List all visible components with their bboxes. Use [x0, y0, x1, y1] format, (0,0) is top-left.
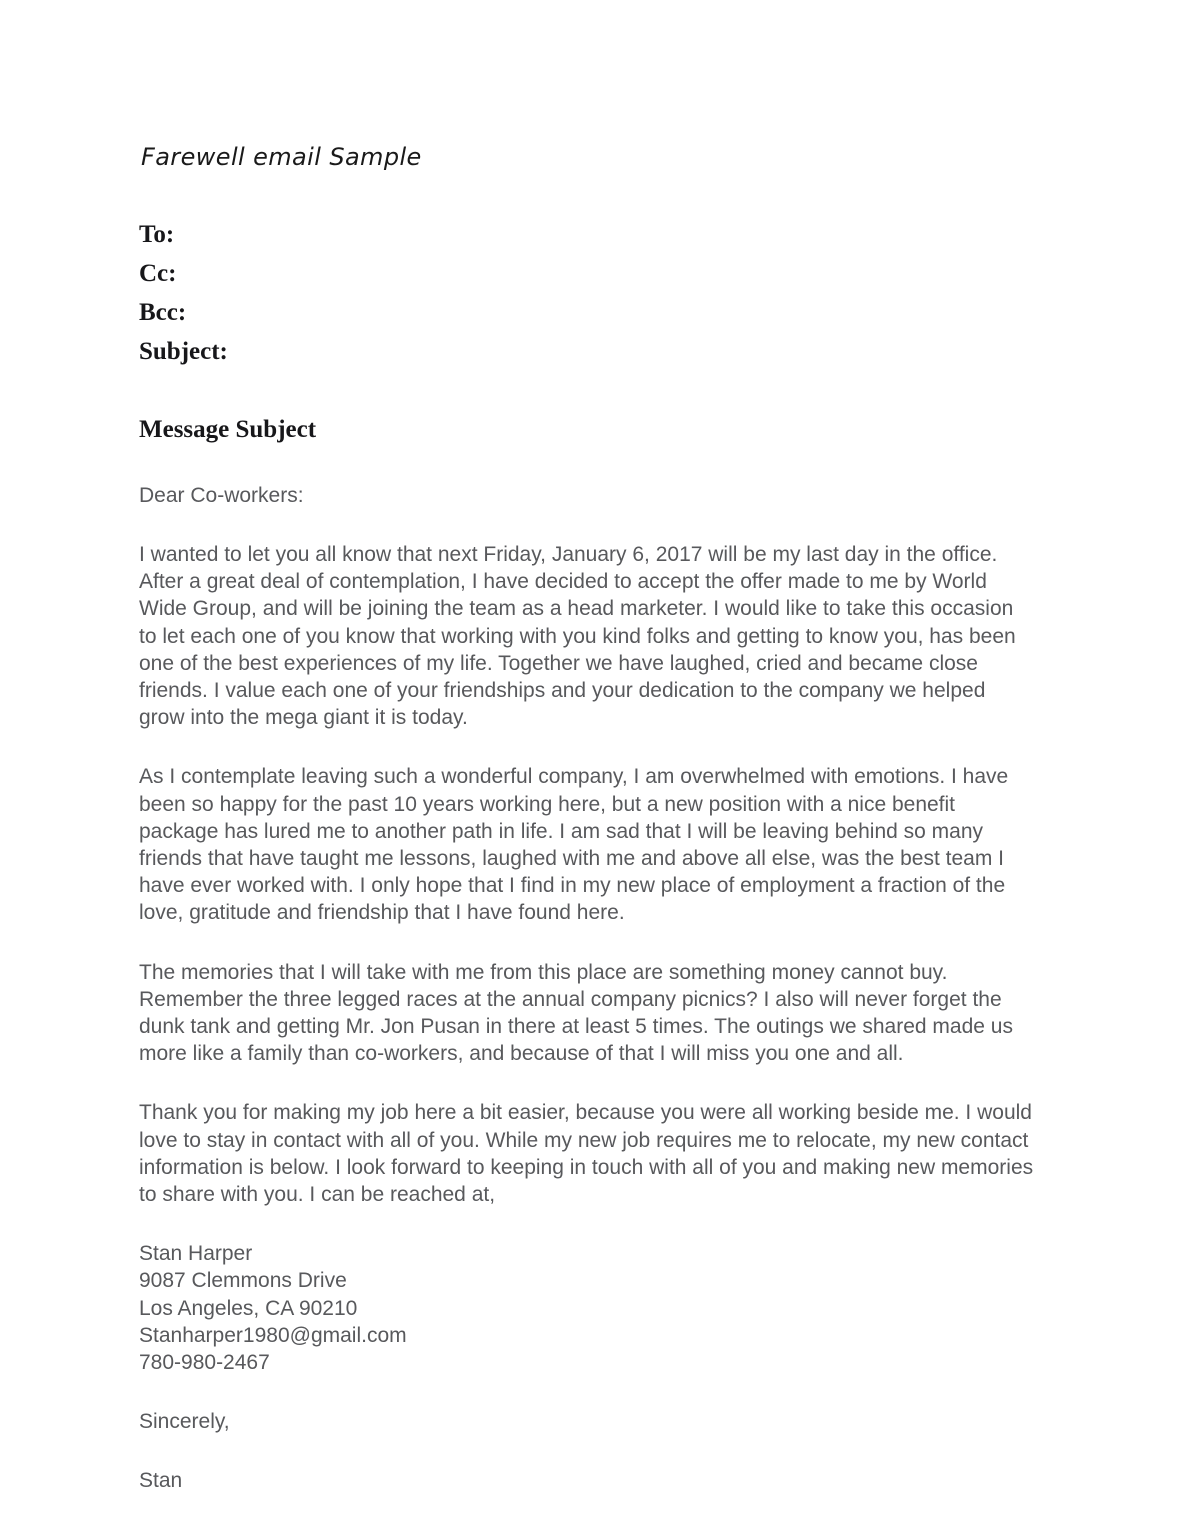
- body-paragraph-4: Thank you for making my job here a bit easier, because you were all working beside me. I would love to stay in contact with all of you. While my new job requires me to relocate, my new contact information is below. I look forward to keeping in touch with all of you and making new memories to share with you. I can be reached at,: [139, 1101, 1034, 1207]
- signature-city-state-zip: Los Angeles, CA 90210: [139, 1296, 358, 1320]
- closing-salutation: Sincerely,: [139, 1410, 230, 1434]
- signature-name: Stan Harper: [139, 1242, 253, 1266]
- bcc-label: Bcc:: [139, 298, 187, 326]
- salutation: Dear Co-workers:: [139, 483, 304, 507]
- field-row-cc: [139, 261, 1035, 286]
- field-row-subject: [139, 339, 1035, 364]
- subject-label: Subject:: [139, 337, 228, 365]
- signature-phone: 780-980-2467: [139, 1351, 270, 1375]
- field-row-to: [139, 222, 1035, 247]
- body-paragraph-3: The memories that I will take with me from this place are something money cannot buy. Remember the three legged races at the annual company picnics? I also will never forget the dunk tank and getting Mr. Jon Pusan in there at least 5 times. The outings we shared made us more like a family than co-workers, and because of that I will miss you one and all.: [139, 960, 1013, 1066]
- body-paragraph-2: As I contemplate leaving such a wonderful company, I am overwhelmed with emotions. I have been so happy for the past 10 years working here, but a new position with a nice benefit package has lured me to another path in life. I am sad that I will be leaving behind so many friends that have taught me lessons, laughed with me and above all else, was the best team I have ever worked with. I only hope that I find in my new place of employment a fraction of the love, gratitude and friendship that I have found here.: [139, 765, 1009, 925]
- message-body: [139, 482, 1035, 1495]
- signature-block: [139, 1240, 1035, 1376]
- message-subject-heading: Message Subject: [139, 415, 317, 443]
- body-paragraph-1: I wanted to let you all know that next Friday, January 6, 2017 will be my last day in the office. After a great deal of contemplation, I have decided to accept the offer made to me by World Wide Group, and will be joining the team as a head marketer. I would like to take this occasion to let each one of you know that working with you kind folks and getting to know you, has been one of the best experiences of my life. Together we have laughed, cried and became close friends. I value each one of your friendships and your dedication to the company we helped grow into the mega giant it is today.: [139, 543, 1016, 730]
- signature-street: 9087 Clemmons Drive: [139, 1269, 347, 1293]
- to-label: To:: [139, 220, 175, 248]
- signoff-name: Stan: [139, 1469, 183, 1493]
- page-title: Farewell email Sample: [141, 143, 422, 171]
- signature-email: Stanharper1980@gmail.com: [139, 1323, 407, 1347]
- email-header-fields: [139, 222, 1035, 364]
- cc-label: Cc:: [139, 259, 177, 287]
- field-row-bcc: [139, 300, 1035, 325]
